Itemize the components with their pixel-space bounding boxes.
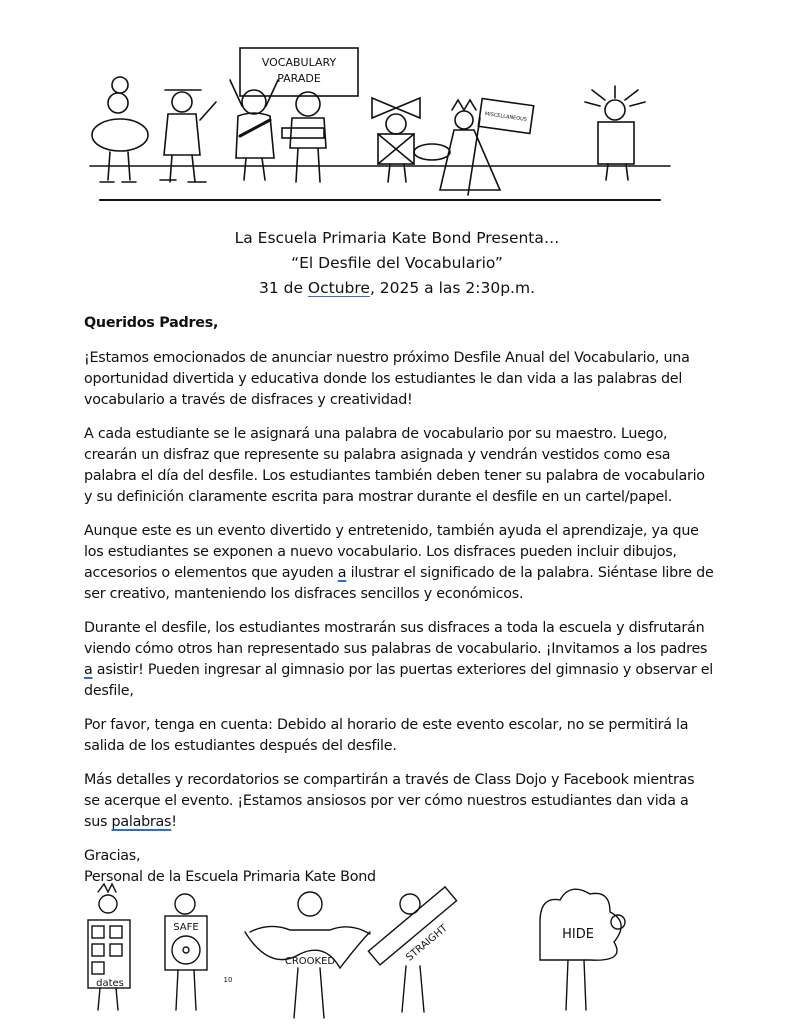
spellcheck-underlined-word: palabras — [111, 814, 172, 830]
event-title: “El Desfile del Vocabulario” — [291, 254, 503, 272]
spellcheck-underlined-word: a — [84, 662, 93, 678]
text: Aunque este es un evento divertido y entretenido, también ayuda el aprendizaje, ya que los estudiantes se exponen a nuevo vocabulario. Los disfraces pueden incluir dibujos, accesorios o elementos que ayuden — [84, 523, 699, 581]
text: ilustrar el significado de la palabra. Siéntase libre de ser creativo, manteniendo los disfraces sencillos y económicos. — [84, 565, 714, 602]
text: asistir! Pueden ingresar al gimnasio por las puertas exteriores del gimnasio y observar el desfile, — [84, 662, 714, 699]
text: Más detalles y recordatorios se compartirán a través de Class Dojo y Facebook mientras se acerque el evento. ¡Estamos ansiosos por ver cómo nuestros estudiantes dan vida a sus — [84, 772, 695, 830]
paragraph-parade-day — [84, 618, 714, 702]
date-month: Octubre — [307, 279, 370, 297]
figure-queen-miscellaneous — [414, 99, 534, 195]
sign-text-vocabulary: VOCABULARY — [261, 56, 337, 69]
page-mark: 10 — [223, 976, 233, 984]
paragraph-assignment: A cada estudiante se le asignará una palabra de vocabulario por su maestro. Luego, crearán un disfraz que represente su palabra asignada y vendrán vestidos como esa palabra el día del desfile. Los estudiantes también deben tener su palabra de vocabulario y su definición claramente escrita para mostrar durante el desfile en un cartel/papel. — [84, 426, 705, 505]
paragraph-learning — [84, 521, 714, 605]
costume-label-safe: SAFE — [173, 922, 199, 933]
closing: Gracias, — [84, 848, 141, 864]
event-heading — [0, 226, 794, 301]
figure-hat — [160, 90, 216, 182]
paragraph-announcement: ¡Estamos emocionados de anunciar nuestro próximo Desfile Anual del Vocabulario, una oportunidad divertida y educativa donde los estudiantes le dan vida a las palabras del vocabulario a través de disfraces y creatividad! — [84, 350, 690, 408]
figure-dates — [88, 884, 130, 1010]
greeting: Queridos Padres, — [84, 315, 219, 331]
school-presents-line: La Escuela Primaria Kate Bond Presenta… — [234, 229, 560, 247]
event-date-line — [0, 276, 794, 301]
date-day: 31 de — [258, 279, 308, 297]
costume-label-straight: STRAIGHT — [404, 922, 450, 964]
signature: Personal de la Escuela Primaria Kate Bond — [84, 869, 376, 885]
figure-bow — [372, 98, 420, 182]
text: ! — [171, 814, 177, 830]
text: Durante el desfile, los estudiantes mostrarán sus disfraces a toda la escuela y disfrutarán viendo cómo otros han representado sus palabras de vocabulario. ¡Invitamos a los padres — [84, 620, 708, 657]
spellcheck-underlined-word: a — [337, 565, 347, 581]
figure-safe — [165, 894, 207, 1010]
sign-text-miscellaneous: MISCELLANEOUS — [484, 111, 528, 123]
costume-label-crooked: CROOKED — [284, 956, 336, 967]
costume-label-hide: HIDE — [562, 927, 594, 942]
vocabulary-parade-banner-illustration — [60, 40, 740, 205]
letter-body — [84, 313, 714, 888]
date-year-time: , 2025 a las 2:30p.m. — [369, 279, 536, 297]
paragraph-more-details — [84, 770, 714, 833]
figure-defend — [282, 92, 326, 182]
figure-selfish — [230, 80, 278, 180]
sign-text-parade: PARADE — [277, 72, 321, 85]
figure-hide — [540, 889, 625, 1010]
footer-costume-illustrations — [70, 882, 730, 1022]
costume-label-dates: dates — [96, 978, 124, 989]
figure-crooked — [245, 892, 370, 1018]
paragraph-note: Por favor, tenga en cuenta: Debido al horario de este evento escolar, no se permitirá la salida de los estudiantes después del desfile. — [84, 717, 689, 754]
